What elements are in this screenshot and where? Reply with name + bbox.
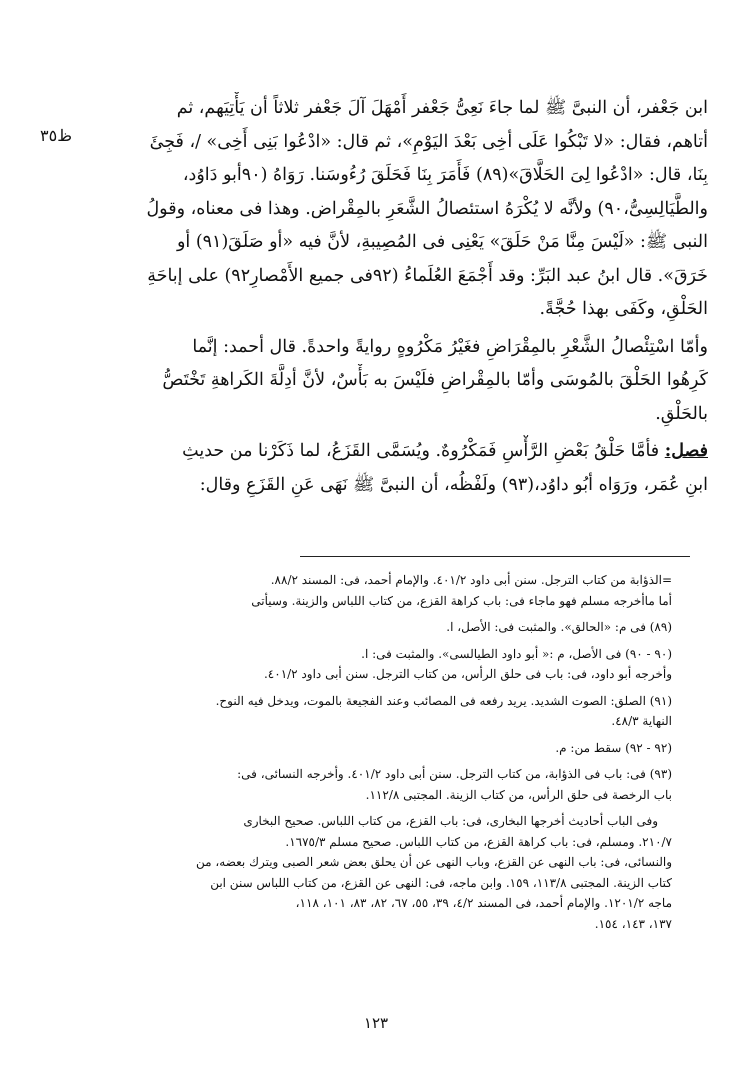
text-line [44,435,708,469]
footnote-line: =الذؤابة من كتاب الترجل. سنن أبى داود ٤٠١/٢. والإمام أحمد، فى: المسند ٨٨/٢. [270,573,672,587]
footnote-line: كتاب الزينة. المجتبى ١١٣/٨، ١٥٩. وابن ماجه، فى: النهى عن القزع، من كتاب اللباس سنن ابن [210,875,672,890]
text-line: والطَّيَالِسِىُّ،٩٠) ولأنَّه لا يُكْرَهُ استئصالُ الشَّعَرِ بالمِقْراض. وهذا فى معناه، وقولُ [146,198,708,219]
text-line: ابنِ عُمَر، ورَوَاه أبُو داوُد،(٩٣) ولَفْظُه، أن النبىَّ ﷺ نَهَى عَنِ القَزَعِ وقال: [199,474,708,495]
manuscript-folio-note: ظ٣٥ [40,126,72,145]
footnote-line: والنسائى، فى: باب النهى عن القزع، وباب النهى عن أن يحلق بعض شعر الصبى ويترك بعضه، من [196,855,672,869]
footnote [44,617,672,638]
paragraph-3-section [44,435,708,502]
footnote [44,738,672,759]
text-line: خَرَقَ». قال ابنُ عبد البَرِّ: وقد أَجْمَعَ العُلَماءُ (٩٢فى جميع الأَمْصارِ٩٢) على إباحَةِ [147,265,708,286]
text-line: بِنَا، قال: «ادْعُوا لِىَ الحَلَّاقَ»(٨٩) فَأَمَرَ بِنَا فَحَلَقَ رُءُوسَنا. رَوَاهُ (٩٠أبو دَاوُد، [182,165,708,185]
paragraph-2 [44,331,708,432]
footnote-line: (٨٩) فى م: «الحالق». والمثبت فى: الأصل، ا. [446,620,672,634]
footnote-line: ٢١٠/٧. ومسلم، فى: باب كراهة القزع، من كتاب اللباس. صحيح مسلم ١٦٧٥/٣. [285,834,672,849]
footnote-line: ١٣٧، ١٤٣، ١٥٤. [594,916,672,931]
footnote [44,811,672,934]
footnote-line: وأخرجه أبو داود، فى: باب فى حلق الرأس، من كتاب الترجل. سنن أبى داود ٤٠١/٢. [263,667,672,681]
footnotes-block [44,570,672,940]
footnote [44,570,672,611]
main-text-body [44,92,708,506]
footnote-line: النهاية ٤٨/٣. [611,714,672,728]
footnote [44,644,672,685]
text-span: فأمَّا حَلْقُ بَعْضِ الرَّأْسِ فَمَكْرُوهٌ. ويُسَمَّى القَزَعُ، لما ذَكَرْنا من حديثِ [182,441,665,461]
footnote [44,691,672,732]
footnote-line: (٩٣) فى: باب فى الذؤابة، من كتاب الترجل. سنن أبى داود ٤٠١/٢. وأخرجه النسائى، فى: [237,767,672,781]
footnote-line: ماجه ١٢٠١/٢. والإمام أحمد، فى المسند ٤/٢، ٣٩، ٥٥، ٦٧، ٨٢، ٨٣، ١٠١، ١١٨، [295,896,672,910]
paragraph-1 [44,92,708,327]
text-line: أتاهم، فقال: «لا تَبْكُوا عَلَى أخِى بَعْدَ اليَوْمِ»، ثم قال: «ادْعُوا بَنِى أَخِى» /، فَجِئَ [149,131,708,152]
text-line: الحَلْقِ، وكَفَى بهذا حُجَّةً. [539,299,708,319]
text-line: النبى ﷺ: «لَيْسَ مِنَّا مَنْ حَلَقَ» يَعْنِى فى المُصِيبةِ، لأنَّ فيه «أو صَلَقَ(٩١) أو [176,232,708,252]
footnote-line: (٩١) الصلق: الصوت الشديد. يريد رفعه فى المصائب وعند الفجيعة بالموت، ويدخل فيه النوح. [215,693,672,708]
footnote-separator [300,556,690,557]
footnote-line: (٩٢ - ٩٢) سقط من: م. [555,740,672,755]
text-line: وأمّا اسْتِئْصالُ الشَّعْرِ بالمِقْرَاضِ فغَيْرُ مَكْرُوهٍ روايةً واحدةً. قال أحمد: إنَّما [192,336,708,357]
footnote-line: باب الرخصة فى حلق الرأس، من كتاب الزينة. المجتبى ١١٢/٨. [365,787,672,802]
footnote-line: وفى الباب أحاديث أخرجها البخارى، فى: باب القزع، من كتاب اللباس. صحيح البخارى [243,814,658,828]
text-line: كَرِهُوا الحَلْقَ بالمُوسَى وأمّا بالمِقْراضِ فلَيْسَ به بَأْسٌ، لأنَّ أدِلَّةَ الكَراهةِ تَخْتَصُّ [162,370,708,390]
footnote-line: أما ماأخرجه مسلم فهو ماجاء فى: باب كراهة القزع، من كتاب اللباس والزينة. وسيأتى [251,593,672,608]
footnote [44,764,672,805]
text-line: بالحَلْقِ. [655,403,708,424]
footnote-line: (٩٠ - ٩٠) فى الأصل، م :« أبو داود الطيالسى». والمثبت فى: ا. [361,646,672,661]
section-heading: فصل: [664,441,708,461]
page-number: ١٢٣ [363,1014,389,1032]
text-line: ابن جَعْفر، أن النبىَّ ﷺ لما جاءَ نَعِىُّ جَعْفر أَمْهَلَ آلَ جَعْفر ثلاثاً أن يَأْتِيَهم، ثم [176,98,708,118]
